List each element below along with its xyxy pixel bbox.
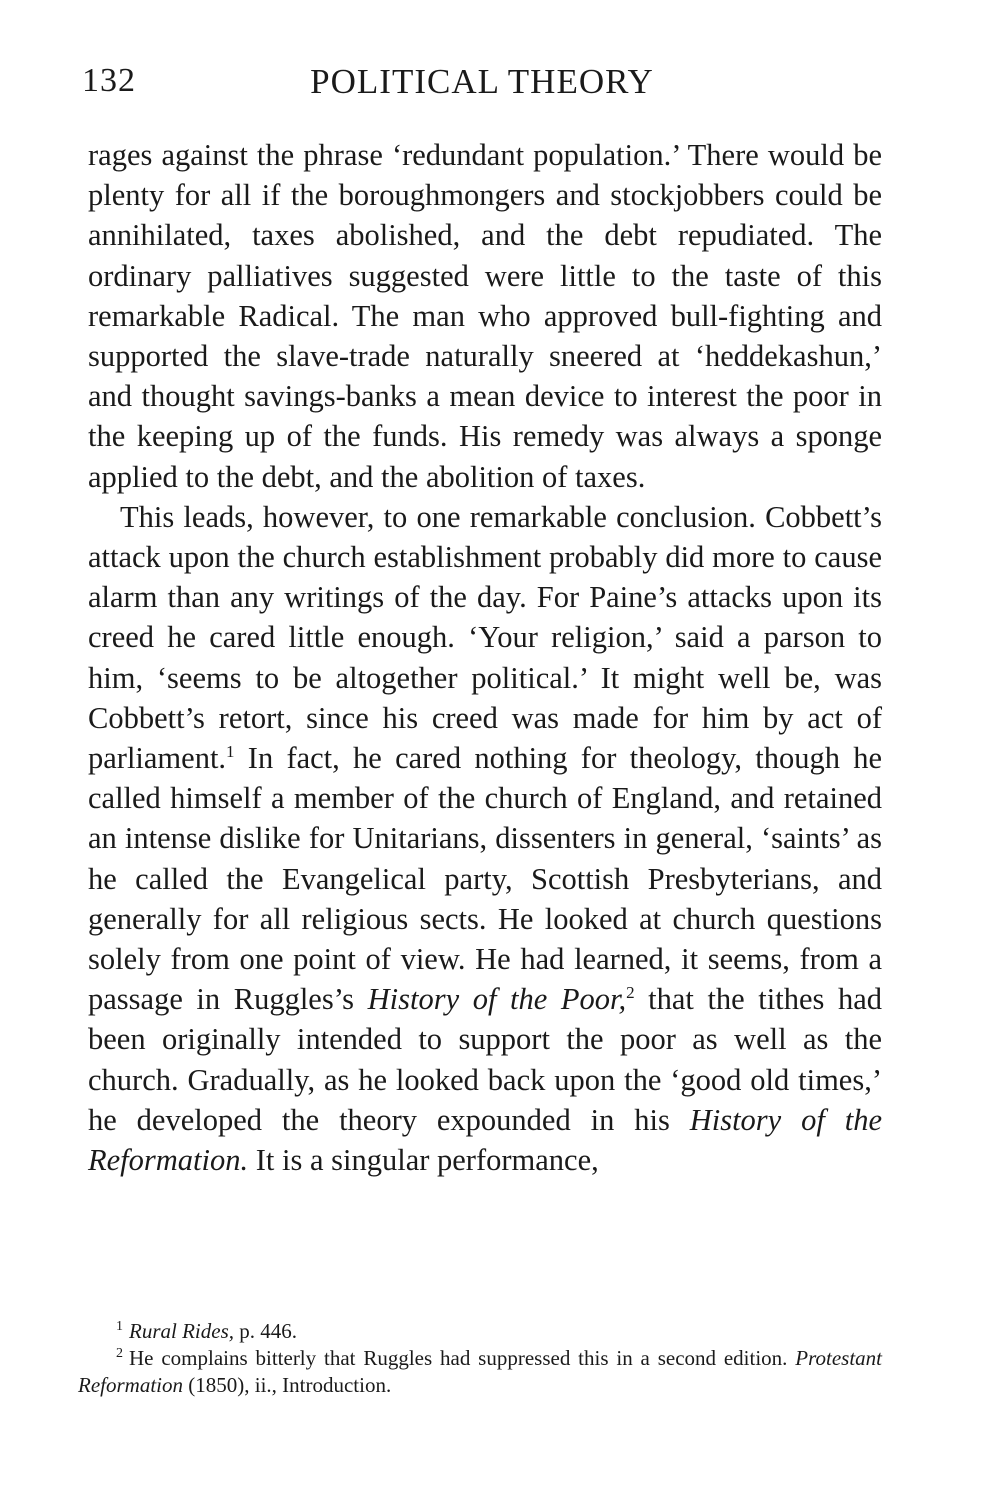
footnote-2-text-2: (1850), ii., Introduction. [183, 1373, 392, 1397]
paragraph-1 [88, 135, 882, 497]
footnotes [78, 1318, 882, 1399]
paragraph-2-text-b: In fact, he cared nothing for theology, though he called himself a member of the church of England, and retained an intense dislike for Unitarians, dissenters in general, ‘saints’ as he called the Evangelical party, Scottish Presbyterians, and generally for all religious sects. He looked at church questions solely from one point of view. He had learned, it seems, from a passage in Ruggles’s [88, 741, 882, 1017]
footnote-1-mark: 1 [116, 1319, 123, 1334]
page-header [82, 62, 882, 112]
book-title-history-of-the-poor: History of the Poor, [367, 982, 627, 1017]
paragraph-2-text-a: This leads, however, to one remarkable conclusion. Cobbett’s attack upon the church establishment probably did more to cause alarm than any writings of the day. For Paine’s attacks upon its creed he cared little enough. ‘Your religion,’ said a parson to him, ‘seems to be altogether political.’ It might well be, was Cobbett’s retort, since his creed was made for him by act of parliament. [88, 499, 882, 776]
footnote-ref-2: 2 [626, 983, 635, 1003]
paragraph-2 [88, 497, 882, 1180]
paragraph-2-text-d: It is a singular performance, [248, 1143, 599, 1178]
book-title-history-of-the-reformation: History of the Reformation. [88, 1102, 882, 1178]
footnote-ref-1: 1 [226, 741, 235, 761]
footnote-2 [78, 1345, 882, 1399]
body-text [88, 135, 882, 1180]
footnote-2-mark: 2 [116, 1346, 123, 1361]
footnote-1-title: Rural Rides, [129, 1319, 234, 1343]
footnote-1 [78, 1318, 882, 1345]
running-title: POLITICAL THEORY [310, 62, 654, 101]
footnote-2-title: Protestant Reformation [78, 1346, 882, 1397]
footnote-1-text: p. 446. [234, 1319, 297, 1343]
page-number: 132 [82, 62, 136, 99]
paragraph-2-text-c: that the tithes had been originally intended to support the poor as well as the church. Gradually, as he looked back upon the ‘good old times,’ he developed the theory expounded in his [88, 982, 882, 1137]
paragraph-1-text: rages against the phrase ‘redundant population.’ There would be plenty for all if the boroughmongers and stockjobbers could be annihilated, taxes abolished, and the debt repudiated. The ordinary palliatives suggested were little to the taste of this remarkable Radical. The man who approved bull-fighting and supported the slave-trade naturally sneered at ‘heddekashun,’ and thought savings-banks a mean device to interest the poor in the keeping up of the funds. His remedy was always a sponge applied to the debt, and the abolition of taxes. [88, 138, 882, 494]
footnote-2-text: He complains bitterly that Ruggles had suppressed this in a second edition. [129, 1346, 796, 1370]
